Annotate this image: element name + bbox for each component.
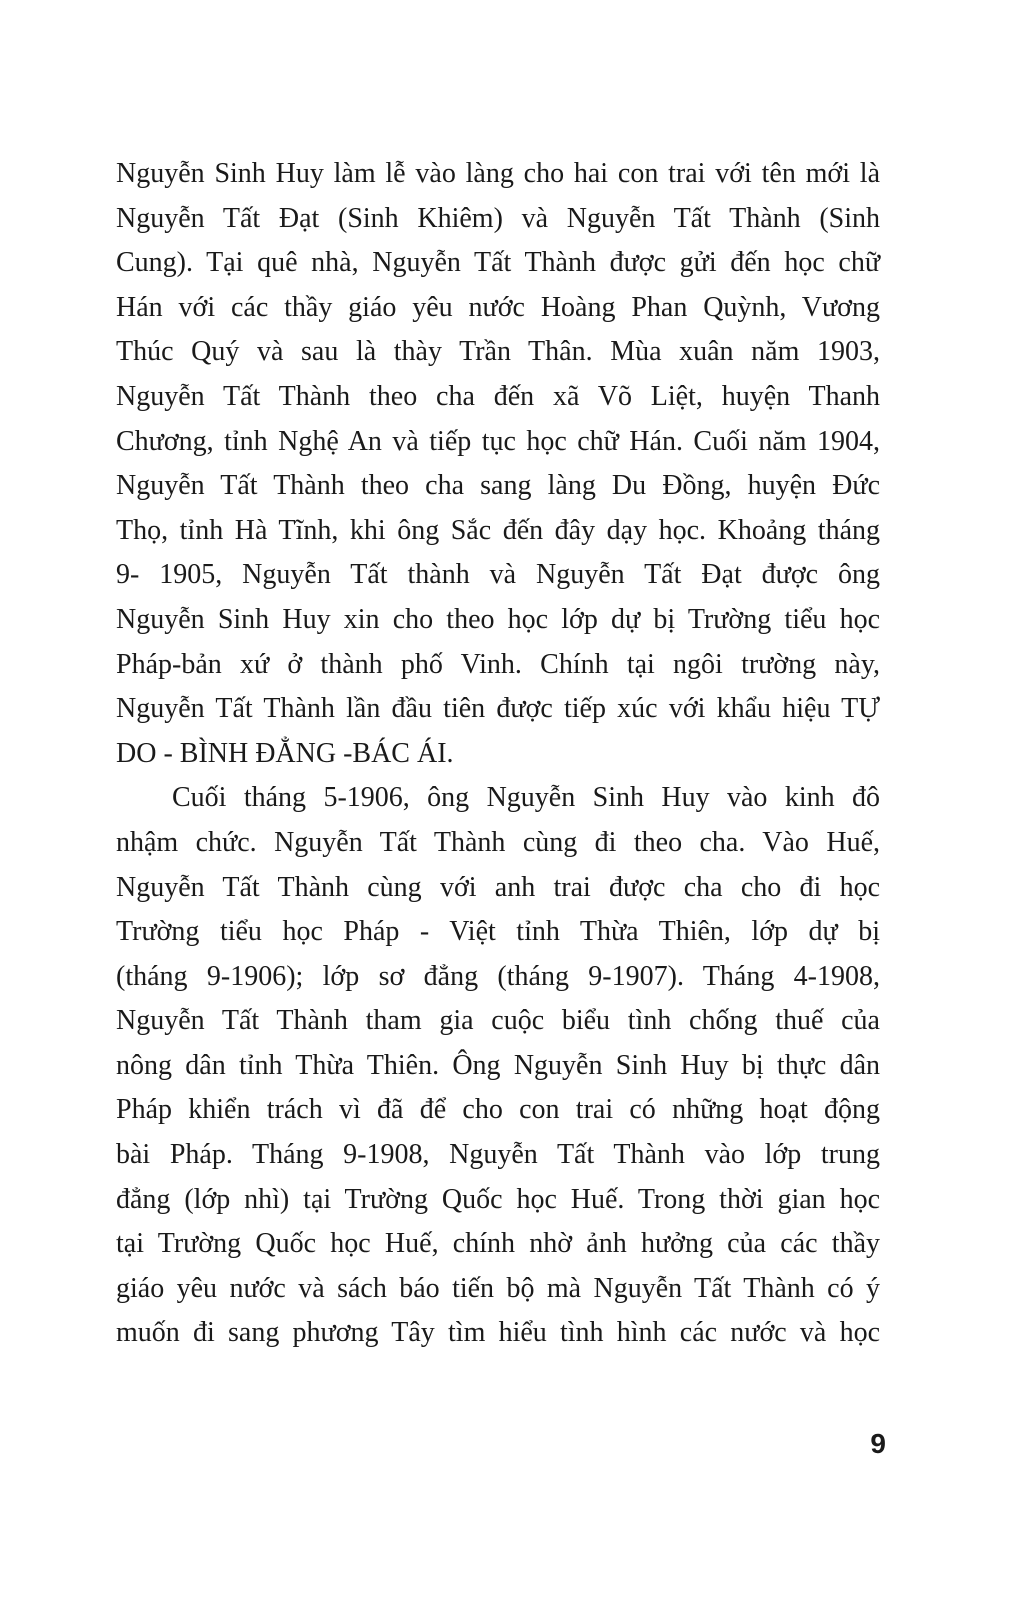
text-line: DO - BÌNH ĐẲNG -BÁC ÁI. bbox=[116, 737, 454, 769]
text-line: bài Pháp. Tháng 9-1908, Nguyễn Tất Thành vào lớp trung bbox=[116, 1139, 880, 1171]
text-line: Chương, tỉnh Nghệ An và tiếp tục học chữ Hán. Cuối năm 1904, bbox=[116, 425, 880, 457]
page-body bbox=[116, 152, 880, 1356]
text-line: Nguyễn Tất Thành tham gia cuộc biểu tình chống thuế của bbox=[116, 1005, 880, 1037]
text-line: Thúc Quý và sau là thày Trần Thân. Mùa xuân năm 1903, bbox=[116, 336, 880, 368]
text-line: nhậm chức. Nguyễn Tất Thành cùng đi theo cha. Vào Huế, bbox=[116, 826, 880, 858]
text-line: Nguyễn Tất Thành cùng với anh trai được cha cho đi học bbox=[116, 871, 880, 903]
paragraph-1 bbox=[116, 152, 880, 776]
text-line: 9- 1905, Nguyễn Tất thành và Nguyễn Tất Đạt được ông bbox=[116, 559, 880, 591]
page-number: 9 bbox=[870, 1428, 886, 1459]
text-line: Cuối tháng 5-1906, ông Nguyễn Sinh Huy vào kinh đô bbox=[172, 782, 880, 814]
text-line: Nguyễn Tất Đạt (Sinh Khiêm) và Nguyễn Tất Thành (Sinh bbox=[116, 202, 880, 234]
text-line: Hán với các thầy giáo yêu nước Hoàng Phan Quỳnh, Vương bbox=[116, 291, 880, 323]
text-line: Nguyễn Sinh Huy xin cho theo học lớp dự bị Trường tiểu học bbox=[116, 603, 880, 635]
text-line: Pháp khiển trách vì đã để cho con trai có những hoạt động bbox=[116, 1094, 880, 1126]
text-line: Nguyễn Tất Thành theo cha sang làng Du Đồng, huyện Đức bbox=[116, 470, 880, 502]
text-line: Cung). Tại quê nhà, Nguyễn Tất Thành được gửi đến học chữ bbox=[116, 247, 880, 279]
text-line: muốn đi sang phương Tây tìm hiểu tình hình các nước và học bbox=[116, 1317, 880, 1349]
paragraph-2 bbox=[116, 776, 880, 1356]
text-line: Thọ, tỉnh Hà Tĩnh, khi ông Sắc đến đây dạy học. Khoảng tháng bbox=[116, 514, 880, 546]
text-line: Nguyễn Sinh Huy làm lễ vào làng cho hai con trai với tên mới là bbox=[116, 158, 880, 189]
text-line: tại Trường Quốc học Huế, chính nhờ ảnh hưởng của các thầy bbox=[116, 1228, 880, 1260]
text-line: nông dân tỉnh Thừa Thiên. Ông Nguyễn Sinh Huy bị thực dân bbox=[116, 1049, 880, 1081]
text-line: Nguyễn Tất Thành theo cha đến xã Võ Liệt, huyện Thanh bbox=[116, 380, 880, 412]
text-line: đẳng (lớp nhì) tại Trường Quốc học Huế. Trong thời gian học bbox=[116, 1183, 880, 1215]
text-line: (tháng 9-1906); lớp sơ đẳng (tháng 9-1907). Tháng 4-1908, bbox=[116, 960, 880, 992]
text-line: Nguyễn Tất Thành lần đầu tiên được tiếp xúc với khẩu hiệu TỰ bbox=[116, 693, 880, 725]
text-line: Trường tiểu học Pháp - Việt tỉnh Thừa Thiên, lớp dự bị bbox=[116, 916, 880, 948]
text-line: giáo yêu nước và sách báo tiến bộ mà Nguyễn Tất Thành có ý bbox=[116, 1272, 880, 1304]
text-line: Pháp-bản xứ ở thành phố Vinh. Chính tại ngôi trường này, bbox=[116, 648, 880, 680]
